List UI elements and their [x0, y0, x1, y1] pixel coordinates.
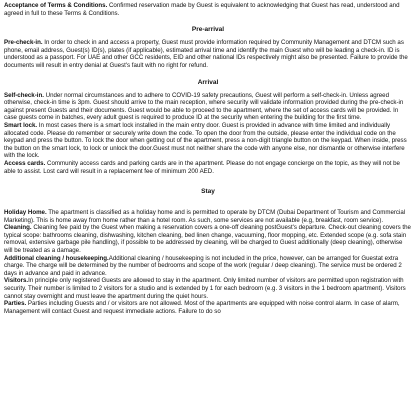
access-cards-title: Access cards.	[4, 159, 46, 167]
additional-cleaning-text: Additional cleaning / housekeeping is not included in the price, however, can be arranged for Guestat extra charge. The charge will be determined by the number of bedrooms and scope of the work (regular / deep cleaning). The service must be ordered 2 days in advance and paid in advance.	[4, 254, 402, 277]
self-checkin-paragraph	[4, 92, 412, 122]
cleaning-text: Cleaning fee paid by the Guest when making a reservation covers a one-off cleaning postGuest's departure. Check-out cleaning covers the typical scope: bathrooms cleaning, dishwashing, kitchen cleaning, bed linen change, vacuuming, floor mopping, etc. Extended scope (e.g. sofa stain removal, extensive garbage pile handling), if possible to be addressed by cleaning, will be charged to Guest additionally (deep cleaning), otherwise will be treated as a damage.	[4, 224, 411, 255]
smart-lock-text: In most cases there is a smart lock installed in the main entry door. Guest is provided in advance with time limited and individually allocated code. Please do remember or securely write down the code. To open the door from the outside, please enter the individual code on the keypad and press the button. To lock the door when getting out of the apartment, press a non-digit triangle button on the keypad. When inside, press the button on the smart lock, to lock or unlock the door.Guest must not neither share the code with anyone else, nor dismantle or otherwise interfere with the lock.	[4, 121, 407, 160]
visitors-text: In principle only registered Guests are allowed to stay in the apartment. Only limited number of visitors are permitted upon registration with security. Their number is limited to 2 visitors for a studio and is extended by 1 for each bedroom (e.g. 3 visitors in the 1 bedroom apartment). Visitors cannot stay overnight and must leave the apartment during the quiet hours.	[4, 277, 406, 300]
self-checkin-title: Self-check-in.	[4, 91, 44, 99]
pre-checkin-title: Pre-check-in.	[4, 39, 43, 47]
visitors-paragraph	[4, 277, 412, 300]
cleaning-title: Cleaning.	[4, 224, 32, 232]
acceptance-text: Confirmed reservation made by Guest is equivalent to acknowledging that Guest has read, understood and agreed in full to these Terms & Conditions.	[4, 2, 400, 17]
pre-checkin-paragraph	[4, 39, 412, 69]
section-heading-pre-arrival: Pre-arrival	[191, 26, 225, 34]
acceptance-paragraph	[4, 2, 412, 17]
access-cards-text: Community access cards and parking cards are in the apartment. Please do not engage concierge on the topic, as they will not be able to assist. Lost card will result in a replacement fee of minimum 200 AED.	[4, 159, 400, 175]
parties-title: Parties.	[4, 300, 27, 308]
parties-text: Parties including Guests and / or visitors are not allowed. Most of the apartments are equipped with noise control alarm. In case of alarm, Management will contact Guest and request immediate actions. Failure to do so	[4, 300, 400, 315]
holiday-home-title: Holiday Home.	[4, 209, 47, 217]
smart-lock-title: Smart lock.	[4, 121, 38, 129]
section-heading-arrival: Arrival	[197, 78, 219, 86]
section-heading-stay: Stay	[201, 188, 215, 196]
holiday-home-text: The apartment is classified as a holiday home and is permitted to operate by DTCM (Dubai Department of Tourism and Commercial Marketing). This is home away from home rather than a hotel room. As such, some services are not available (e.g, breakfast, room service).	[4, 209, 406, 224]
holiday-home-paragraph	[4, 209, 412, 224]
cleaning-paragraph	[4, 224, 412, 254]
acceptance-title: Acceptance of Terms & Conditions.	[4, 2, 108, 9]
additional-cleaning-paragraph	[4, 255, 412, 278]
visitors-title: Visitors.	[4, 277, 29, 285]
parties-paragraph	[4, 300, 412, 315]
pre-checkin-text: In order to check in and access a property, Guest must provide information required by Community Management and DTCM such as phone, email address, Guest(s) ID(s), plates (if applicable), estimated arrival time and identify the main Guest who will be leading a check-in. ID is understood as a passport. For UAE and other GCC residents, EID and other national IDs respectively might also be presented. Failure to provide the documents will result in entry denial at Guest's fault with no right for refund.	[4, 39, 408, 69]
access-cards-paragraph	[4, 160, 412, 175]
smart-lock-paragraph	[4, 122, 412, 160]
additional-cleaning-title: Additional cleaning / housekeeping.	[4, 254, 109, 262]
self-checkin-text: Under normal circumstances and to adhere to COVID-19 safety precautions, Guest will perform a self-check-in. Unless agreed otherwise, check-in time is 3pm. Guest should arrive to the main reception, where security will validate information provided during the pre-check-in against present Guests and their documents. Guest would be able to proceed to the apartment, where the set of access cards will be provided. In case guests come in batches, every adult guest is required to produce ID at the security when entering the building for the first time.	[4, 91, 404, 122]
